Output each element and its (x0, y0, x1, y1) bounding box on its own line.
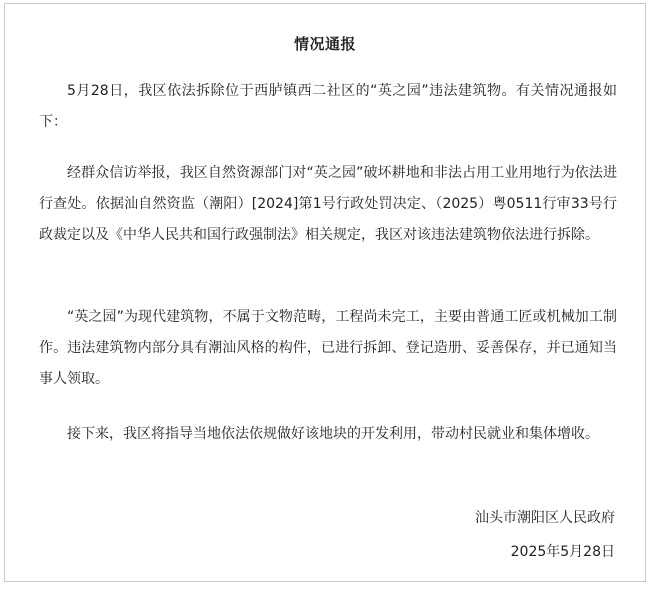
paragraph-building-status: “英之园”为现代建筑物，不属于文物范畴，工程尚未完工，主要由普通工匠或机械加工制作。违法建筑物内部分具有潮汕风格的构件，已进行拆卸、登记造册、妥善保存，并已通知当事人领取。 (39, 309, 617, 387)
signature-organization: 汕头市潮阳区人民政府 (475, 510, 615, 526)
signature-date: 2025年5月28日 (510, 544, 615, 560)
paragraph-next-steps: 接下来，我区将指导当地依法依规做好该地块的开发利用，带动村民就业和集体增收。 (67, 426, 599, 442)
paragraph-intro: 5月28日，我区依法拆除位于西胪镇西二社区的“英之园”违法建筑物。有关情况通报如下： (39, 83, 617, 130)
notice-document (4, 3, 646, 582)
paragraph-investigation: 经群众信访举报，我区自然资源部门对“英之园”破坏耕地和非法占用工业用地行为依法进行查处。依据汕自然资监（潮阳）[2024]第1号行政处罚决定、（2025）粤0511行审33号行政裁定以及《中华人民共和国行政强制法》相关规定，我区对该违法建筑物依法进行拆除。 (39, 165, 617, 243)
notice-title: 情况通报 (293, 35, 356, 53)
